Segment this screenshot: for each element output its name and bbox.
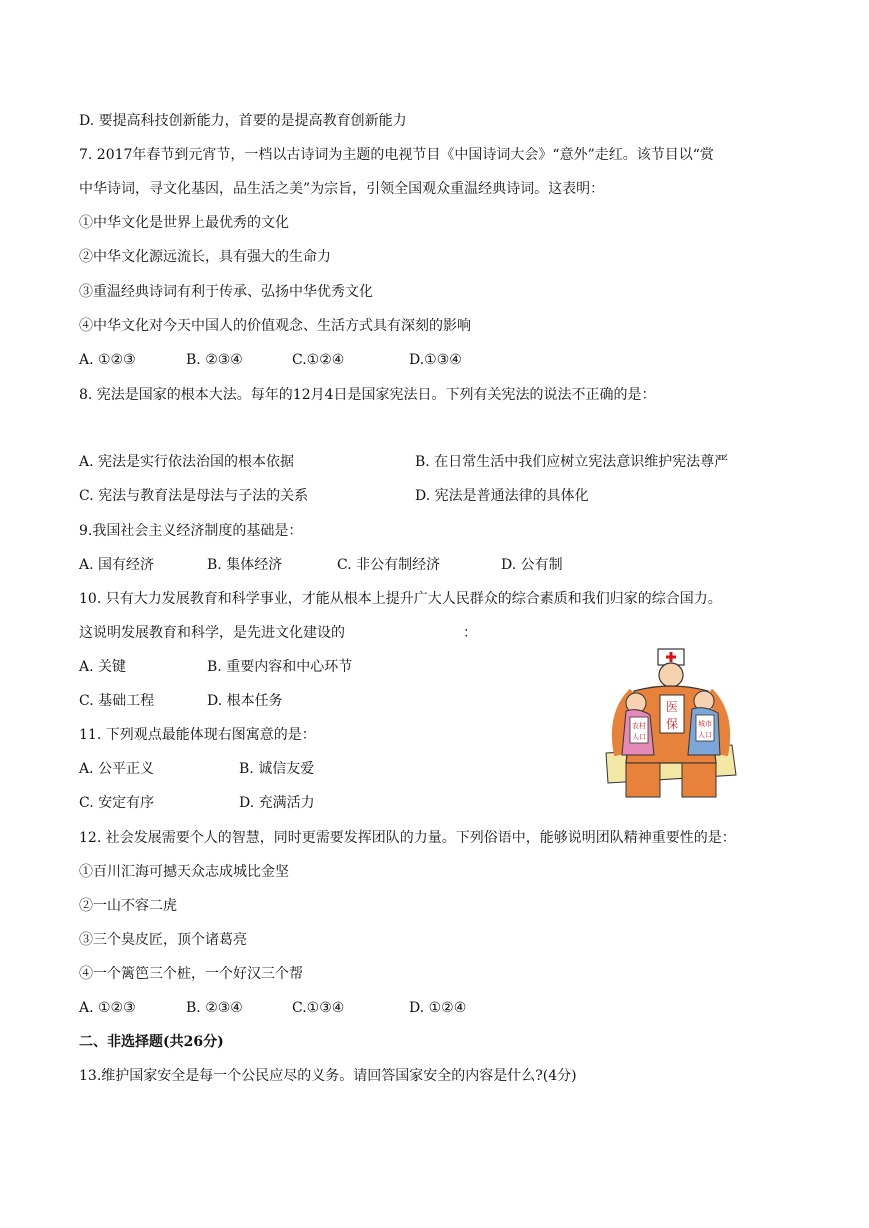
svg-text:人口: 人口 [632, 733, 646, 741]
q6-option-d: D. 要提高科技创新能力，首要的是提高教育创新能力 [79, 113, 407, 129]
q13-stem: 13.维护国家安全是每一个公民应尽的义务。请回答国家安全的内容是什么?(4分) [79, 1068, 577, 1084]
q10-stem-line-2: 这说明发展教育和科学，是先进文化建设的 [79, 625, 345, 641]
q7-option-d: D.①③④ [409, 352, 462, 368]
q7-statement-4: ④中华文化对今天中国人的价值观念、生活方式具有深刻的影响 [79, 318, 471, 334]
q9-option-b: B. 集体经济 [207, 557, 283, 573]
q12-statement-2: ②一山不容二虎 [79, 898, 177, 914]
q11-stem: 11. 下列观点最能体现右图寓意的是： [79, 727, 316, 743]
medical-insurance-cartoon [600, 645, 740, 805]
q8-option-a: A. 宪法是实行依法治国的根本依据 [79, 454, 295, 470]
q10-option-a: A. 关键 [79, 659, 127, 675]
q10-stem-line-1: 10. 只有大力发展教育和科学事业，才能从根本上提升广大人民群众的综合素质和我们归家的综合国力。 [79, 591, 722, 607]
q11-option-a: A. 公平正义 [79, 761, 155, 777]
q12-option-c: C.①③④ [292, 1000, 345, 1016]
label-main-char-1: 医 [665, 700, 679, 714]
q7-option-b: B. ②③④ [186, 352, 243, 368]
svg-text:城市: 城市 [698, 720, 712, 728]
q10-option-d: D. 根本任务 [207, 693, 283, 709]
section-2-title: 二、非选择题(共26分) [79, 1034, 224, 1050]
q11-option-c: C. 安定有序 [79, 795, 155, 811]
svg-text:农村: 农村 [632, 722, 646, 730]
q8-option-b: B. 在日常生活中我们应树立宪法意识维护宪法尊严 [415, 454, 729, 470]
q12-statement-1: ①百川汇海可撼天众志成城比金坚 [79, 864, 289, 880]
q12-option-b: B. ②③④ [186, 1000, 243, 1016]
q8-stem: 8. 宪法是国家的根本大法。每年的12月4日是国家宪法日。下列有关宪法的说法不正确的是： [79, 387, 656, 403]
q12-statement-3: ③三个臭皮匠，顶个诸葛亮 [79, 932, 247, 948]
q9-option-c: C. 非公有制经济 [337, 557, 441, 573]
q7-option-a: A. ①②③ [79, 352, 136, 368]
q7-stem-line-2: 中华诗词，寻文化基因，品生活之美”为宗旨，引领全国观众重温经典诗词。这表明： [79, 181, 605, 197]
q7-stem-line-1: 7. 2017年春节到元宵节，一档以古诗词为主题的电视节目《中国诗词大会》“意外”走红。该节目以“赏 [79, 147, 714, 163]
q10-stem-colon: ： [463, 625, 477, 641]
svg-text:人口: 人口 [698, 731, 712, 739]
q12-statement-4: ④一个篱笆三个桩，一个好汉三个帮 [79, 966, 303, 982]
q11-option-d: D. 充满活力 [239, 795, 315, 811]
q9-option-d: D. 公有制 [501, 557, 563, 573]
q9-stem: 9.我国社会主义经济制度的基础是： [79, 523, 303, 539]
q9-option-a: A. 国有经济 [79, 557, 155, 573]
q7-statement-1: ①中华文化是世界上最优秀的文化 [79, 215, 289, 231]
q10-option-b: B. 重要内容和中心环节 [207, 659, 353, 675]
q12-stem: 12. 社会发展需要个人的智慧，同时更需要发挥团队的力量。下列俗语中，能够说明团队精神重要性的是： [79, 830, 736, 846]
label-main-char-2: 保 [665, 717, 679, 731]
q7-statement-3: ③重温经典诗词有利于传承、弘扬中华优秀文化 [79, 284, 373, 300]
q10-option-c: C. 基础工程 [79, 693, 155, 709]
q12-option-a: A. ①②③ [79, 1000, 136, 1016]
q7-statement-2: ②中华文化源远流长，具有强大的生命力 [79, 249, 331, 265]
q8-option-c: C. 宪法与教育法是母法与子法的关系 [79, 488, 309, 504]
q11-option-b: B. 诚信友爱 [239, 761, 315, 777]
q8-option-d: D. 宪法是普通法律的具体化 [415, 488, 589, 504]
q12-option-d: D. ①②④ [409, 1000, 467, 1016]
q7-option-c: C.①②④ [292, 352, 345, 368]
